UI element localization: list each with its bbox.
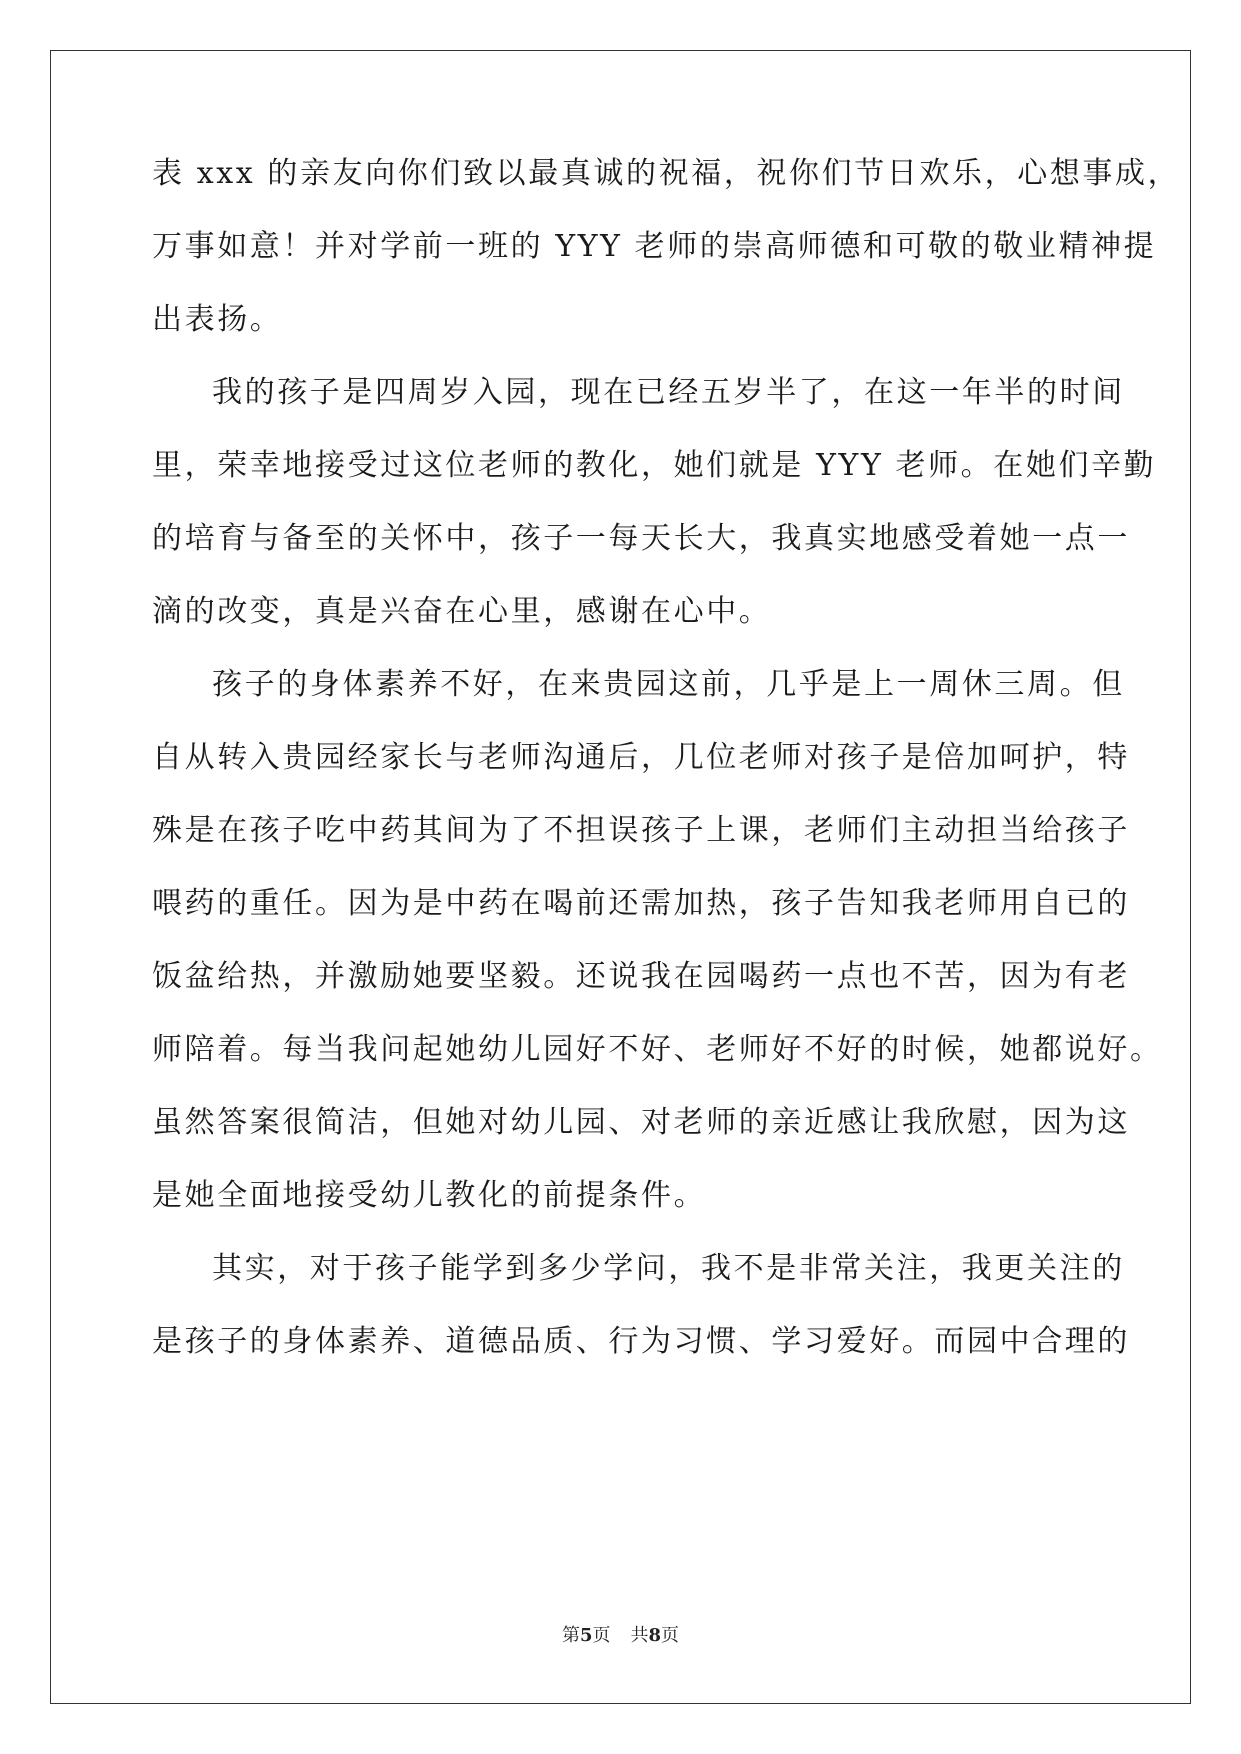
total-pages-unit: 页 — [661, 1625, 680, 1646]
text-line: 是她全面地接受幼儿教化的前提条件。 — [152, 1178, 707, 1213]
text-line: 出表扬。 — [152, 302, 283, 337]
text-line: 饭盆给热，并激励她要坚毅。还说我在园喝药一点也不苦，因为有老 — [152, 959, 1130, 994]
paragraph-first-line: 我的孩子是四周岁入园，现在已经五岁半了，在这一年半的时间 — [212, 375, 1125, 410]
text-line: 是孩子的身体素养、道德品质、行为习惯、学习爱好。而园中合理的 — [152, 1324, 1130, 1359]
text-line: 滴的改变，真是兴奋在心里，感谢在心中。 — [152, 594, 772, 629]
text-line: 自从转入贵园经家长与老师沟通后，几位老师对孩子是倍加呵护，特 — [152, 740, 1130, 775]
text-line: 万事如意！并对学前一班的 YYY 老师的崇高师德和可敬的敬业精神提 — [152, 229, 1157, 264]
total-pages-number: 8 — [648, 1625, 662, 1646]
paragraph-first-line: 其实，对于孩子能学到多少学问，我不是非常关注，我更关注的 — [212, 1251, 1125, 1286]
text-line: 虽然答案很简洁，但她对幼儿园、对老师的亲近感让我欣慰，因为这 — [152, 1105, 1130, 1140]
text-line: 里，荣幸地接受过这位老师的教化，她们就是 YYY 老师。在她们辛勤 — [152, 448, 1157, 483]
text-line: 表 xxx 的亲友向你们致以最真诚的祝福，祝你们节日欢乐，心想事成， — [152, 156, 1181, 191]
paragraph-first-line: 孩子的身体素养不好，在来贵园这前，几乎是上一周休三周。但 — [212, 667, 1125, 702]
text-line: 喂药的重任。因为是中药在喝前还需加热，孩子告知我老师用自已的 — [152, 886, 1130, 921]
current-page-number: 5 — [579, 1625, 593, 1646]
text-line: 师陪着。每当我问起她幼儿园好不好、老师好不好的时候，她都说好。 — [152, 1032, 1163, 1067]
page-number-prefix: 第 — [561, 1625, 580, 1646]
page-border — [50, 50, 1191, 1704]
page-number-unit: 页 — [592, 1625, 611, 1646]
page-footer — [0, 1624, 1241, 1648]
total-pages-prefix: 共 — [630, 1625, 649, 1646]
text-line: 的培育与备至的关怀中，孩子一每天长大，我真实地感受着她一点一 — [152, 521, 1130, 556]
text-line: 殊是在孩子吃中药其间为了不担误孩子上课，老师们主动担当给孩子 — [152, 813, 1130, 848]
